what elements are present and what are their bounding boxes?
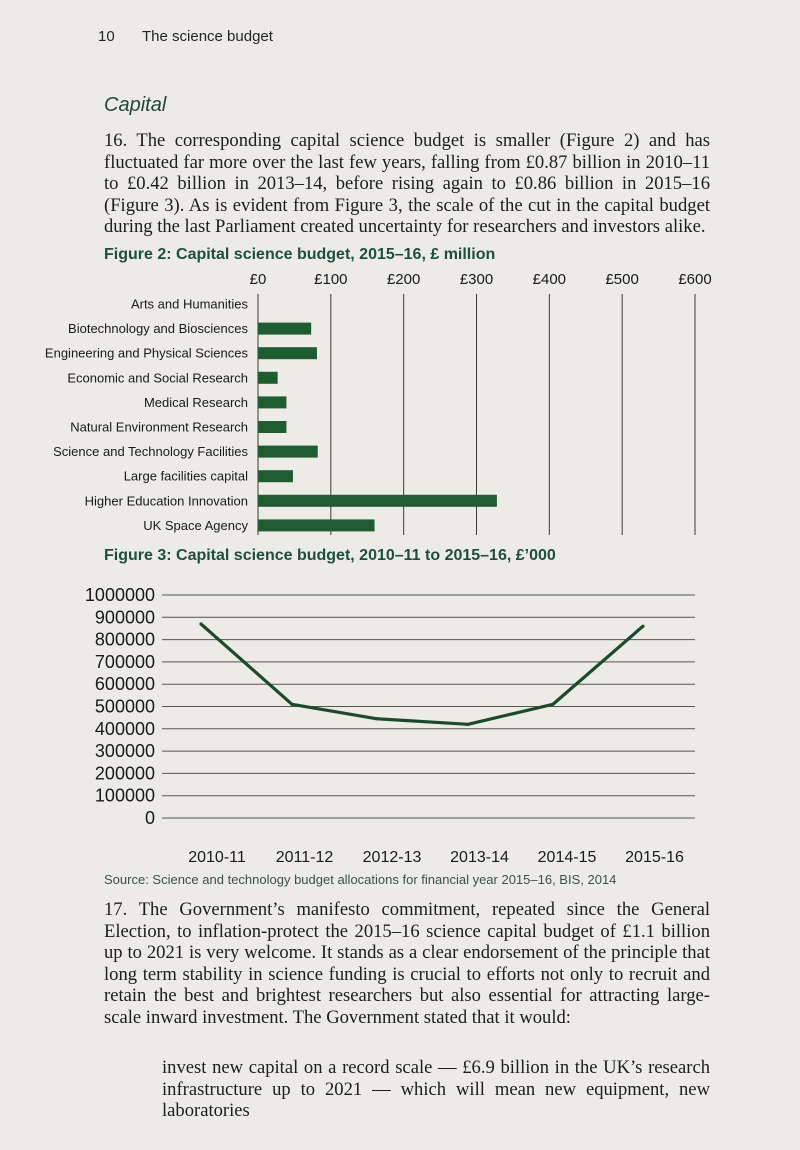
fig2-category-label: Natural Environment Research [70, 419, 248, 435]
fig2-x-tick-label: £600 [678, 271, 712, 288]
fig3-data-point [466, 723, 469, 726]
fig3-x-tick-label: 2015-16 [625, 849, 684, 866]
page-number: 10 [98, 28, 115, 45]
figure-2-title: Figure 2: Capital science budget, 2015–16, £ million [104, 246, 496, 263]
figure-3-title: Figure 3: Capital science budget, 2010–11 to 2015–16, £’000 [104, 547, 556, 564]
fig3-series-line [201, 624, 643, 724]
fig2-x-tick-label: £0 [249, 271, 267, 288]
fig3-data-point [375, 717, 378, 720]
fig2-category-label: Large facilities capital [123, 468, 248, 484]
fig2-x-tick-label: £400 [532, 271, 567, 288]
fig2-x-tick-label: £200 [386, 271, 421, 288]
fig3-x-tick-label: 2011-12 [275, 849, 334, 866]
fig3-data-point [199, 622, 202, 625]
paragraph-16: 16. The corresponding capital science budget is smaller (Figure 2) and has fluctuated far more over the last few years, falling from £0.87 billion in 2010–11 to £0.42 billion in 2013–14, before rising again to £0.86 billion in 2015–16 (Figure 3). As is evident from Figure 3, the scale of the cut in the capital budget during the last Parliament created uncertainty for researchers and investors alike. [104, 130, 710, 237]
fig3-x-tick-label: 2014-15 [537, 849, 597, 866]
fig3-x-tick-label: 2013-14 [450, 849, 509, 866]
fig3-y-tick-label: 1000000 [84, 585, 155, 605]
fig3-y-tick-label: 900000 [94, 607, 155, 628]
fig3-data-point [551, 703, 554, 706]
fig2-category-label: UK Space Agency [143, 517, 248, 533]
fig2-category-label: Medical Research [143, 394, 248, 410]
fig2-category-label: Biotechnology and Biosciences [68, 321, 248, 337]
fig2-category-label: Arts and Humanities [130, 296, 248, 312]
section-title: Capital [104, 94, 167, 116]
fig3-x-tick-label: 2012-13 [362, 849, 422, 866]
fig2-x-tick-label: £100 [314, 271, 348, 288]
fig2-category-label: Engineering and Physical Sciences [44, 345, 248, 361]
figure-source: Source: Science and technology budget allocations for financial year 2015–16, BIS, 2014 [104, 872, 617, 887]
fig3-y-tick-label: 600000 [94, 674, 155, 695]
paragraph-17: 17. The Government’s manifesto commitment, repeated since the General Election, to inflation-protect the 2015–16 science capital budget of £1.1 billion up to 2021 is very welcome. It stands as a clear endorsement of the principle that long term stability in science funding is crucial to efforts not only to recruit and retain the best and brightest researchers but also essential for attracting large-scale inward investment. The Government stated that it would: [104, 899, 710, 1028]
fig3-y-tick-label: 700000 [94, 651, 155, 672]
fig3-data-point [641, 625, 644, 628]
fig2-x-tick-label: £500 [605, 271, 639, 288]
fig3-y-tick-label: 500000 [94, 696, 155, 717]
fig3-y-tick-label: 800000 [94, 629, 155, 650]
fig2-category-label: Higher Education Innovation [84, 493, 248, 509]
fig2-x-tick-label: £300 [459, 271, 494, 288]
running-title: The science budget [142, 28, 273, 45]
fig3-y-tick-label: 300000 [94, 741, 155, 762]
fig2-category-label: Science and Technology Facilities [53, 444, 248, 460]
fig3-y-tick-label: 100000 [94, 785, 155, 806]
fig3-y-tick-label: 200000 [94, 763, 155, 784]
fig3-y-tick-label: 400000 [94, 718, 155, 739]
fig3-y-tick-label: 0 [144, 808, 155, 828]
fig2-category-label: Economic and Social Research [67, 370, 248, 386]
fig3-data-point [290, 703, 293, 706]
fig3-x-tick-label: 2010-11 [188, 849, 246, 866]
quotation: invest new capital on a record scale — £6.9 billion in the UK’s research infrastructure up to 2021 — which will mean new equipment, new laboratories [162, 1057, 710, 1121]
